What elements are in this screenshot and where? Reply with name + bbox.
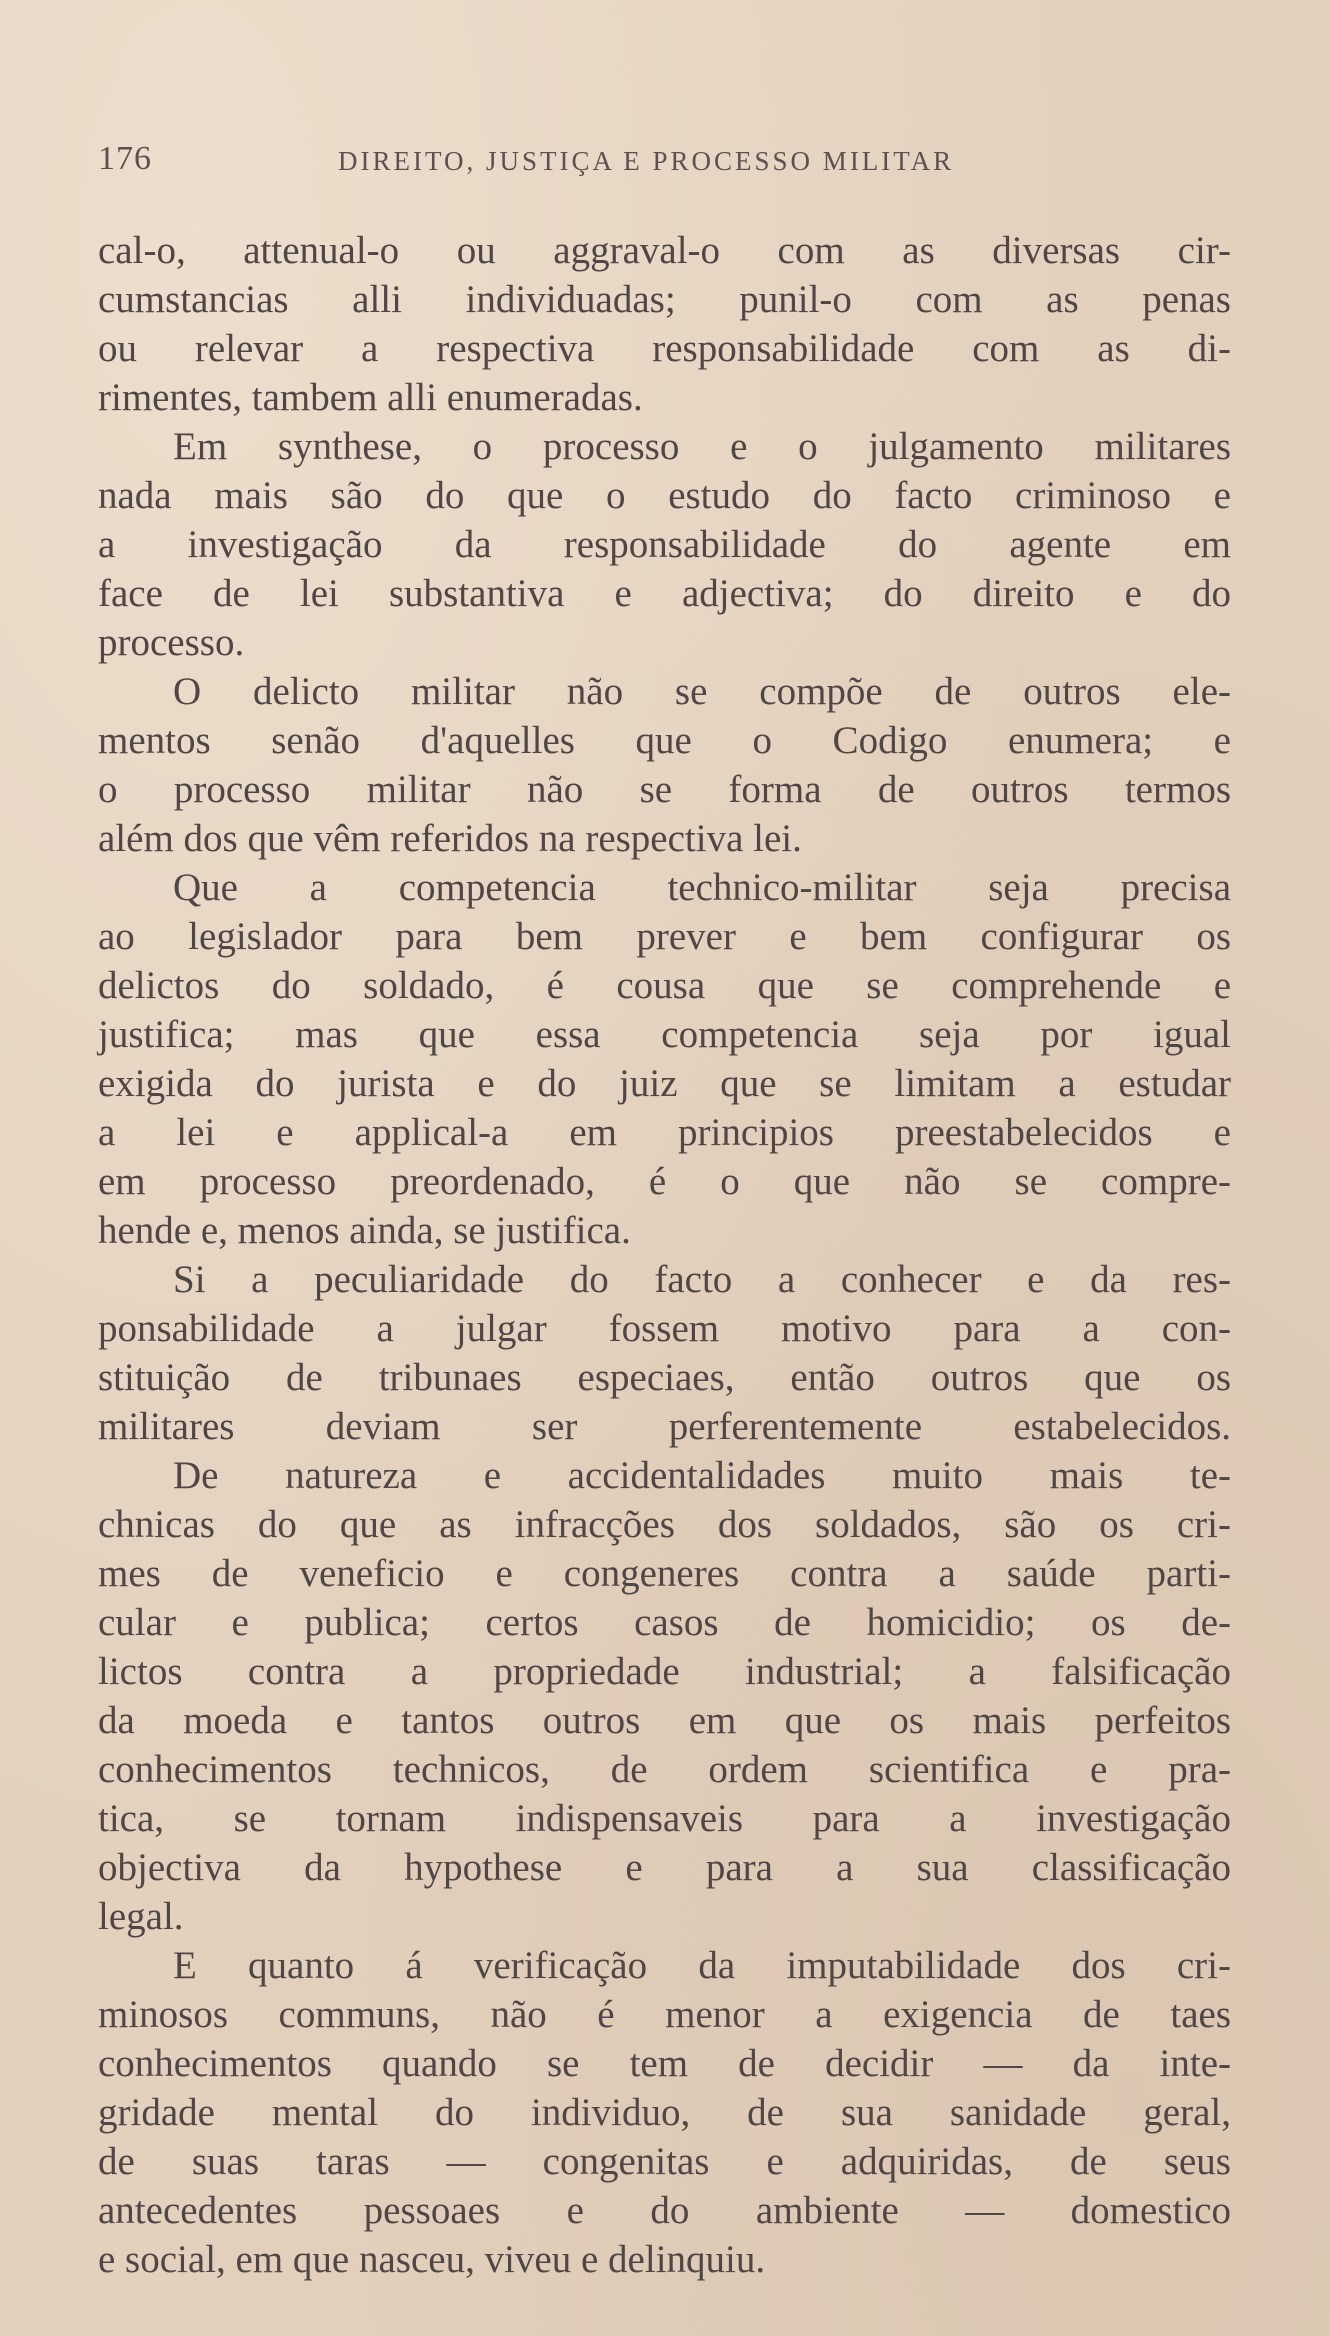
text-line: ao legislador para bem prever e bem configurar os bbox=[98, 915, 1231, 958]
text-line: mentos senão d'aquelles que o Codigo enumera; e bbox=[98, 719, 1231, 762]
text-line: nada mais são do que o estudo do facto criminoso e bbox=[98, 474, 1231, 517]
text-line: De natureza e accidentalidades muito mais te- bbox=[173, 1454, 1231, 1497]
text-line: lictos contra a propriedade industrial; a falsificação bbox=[98, 1650, 1231, 1693]
text-line: de suas taras — congenitas e adquiridas, de seus bbox=[98, 2140, 1231, 2183]
text-line: gridade mental do individuo, de sua sanidade geral, bbox=[98, 2091, 1231, 2134]
text-line: a lei e applical-a em principios preestabelecidos e bbox=[98, 1111, 1231, 1154]
text-line: legal. bbox=[98, 1895, 184, 1938]
text-line: Si a peculiaridade do facto a conhecer e da res- bbox=[173, 1258, 1231, 1301]
text-line: cular e publica; certos casos de homicidio; os de- bbox=[98, 1601, 1231, 1644]
text-line: o processo militar não se forma de outros termos bbox=[98, 768, 1231, 811]
text-line: ou relevar a respectiva responsabilidade com as di- bbox=[98, 327, 1231, 370]
text-line: em processo preordenado, é o que não se compre- bbox=[98, 1160, 1231, 1203]
text-line: exigida do jurista e do juiz que se limitam a estudar bbox=[98, 1062, 1231, 1105]
text-line: face de lei substantiva e adjectiva; do direito e do bbox=[98, 572, 1231, 615]
text-line: chnicas do que as infracções dos soldados, são os cri- bbox=[98, 1503, 1231, 1546]
text-line: justifica; mas que essa competencia seja por igual bbox=[98, 1013, 1231, 1056]
text-line: delictos do soldado, é cousa que se comprehende e bbox=[98, 964, 1231, 1007]
text-line: cal-o, attenual-o ou aggraval-o com as diversas cir- bbox=[98, 229, 1231, 272]
text-line: hende e, menos ainda, se justifica. bbox=[98, 1209, 631, 1252]
text-line: rimentes, tambem alli enumeradas. bbox=[98, 376, 643, 419]
text-line: cumstancias alli individuadas; punil-o com as penas bbox=[98, 278, 1231, 321]
text-line: minosos communs, não é menor a exigencia de taes bbox=[98, 1993, 1231, 2036]
text-line: conhecimentos quando se tem de decidir — da inte- bbox=[98, 2042, 1231, 2085]
text-line: mes de veneficio e congeneres contra a saúde parti- bbox=[98, 1552, 1231, 1595]
text-line: objectiva da hypothese e para a sua classificação bbox=[98, 1846, 1231, 1889]
text-line: O delicto militar não se compõe de outros ele- bbox=[173, 670, 1231, 713]
text-line: conhecimentos technicos, de ordem scientifica e pra- bbox=[98, 1748, 1231, 1791]
text-line: além dos que vêm referidos na respectiva lei. bbox=[98, 817, 802, 860]
text-line: da moeda e tantos outros em que os mais perfeitos bbox=[98, 1699, 1231, 1742]
text-line: E quanto á verificação da imputabilidade dos cri- bbox=[173, 1944, 1231, 1987]
text-line: a investigação da responsabilidade do agente em bbox=[98, 523, 1231, 566]
text-line: processo. bbox=[98, 621, 245, 664]
text-line: antecedentes pessoaes e do ambiente — domestico bbox=[98, 2189, 1231, 2232]
text-line: Que a competencia technico-militar seja precisa bbox=[173, 866, 1231, 909]
text-line: tica, se tornam indispensaveis para a investigação bbox=[98, 1797, 1231, 1840]
text-line: ponsabilidade a julgar fossem motivo para a con- bbox=[98, 1307, 1231, 1350]
running-head: DIREITO, JUSTIÇA E PROCESSO MILITAR bbox=[338, 146, 955, 176]
body-text bbox=[98, 226, 1231, 2284]
text-line: stituição de tribunaes especiaes, então outros que os bbox=[98, 1356, 1231, 1399]
text-line: Em synthese, o processo e o julgamento militares bbox=[173, 425, 1231, 468]
page-header bbox=[98, 140, 1238, 184]
text-line: militares deviam ser perferentemente estabelecidos. bbox=[98, 1405, 1231, 1448]
page-number: 176 bbox=[98, 140, 152, 177]
text-line: e social, em que nasceu, viveu e delinquiu. bbox=[98, 2238, 766, 2281]
